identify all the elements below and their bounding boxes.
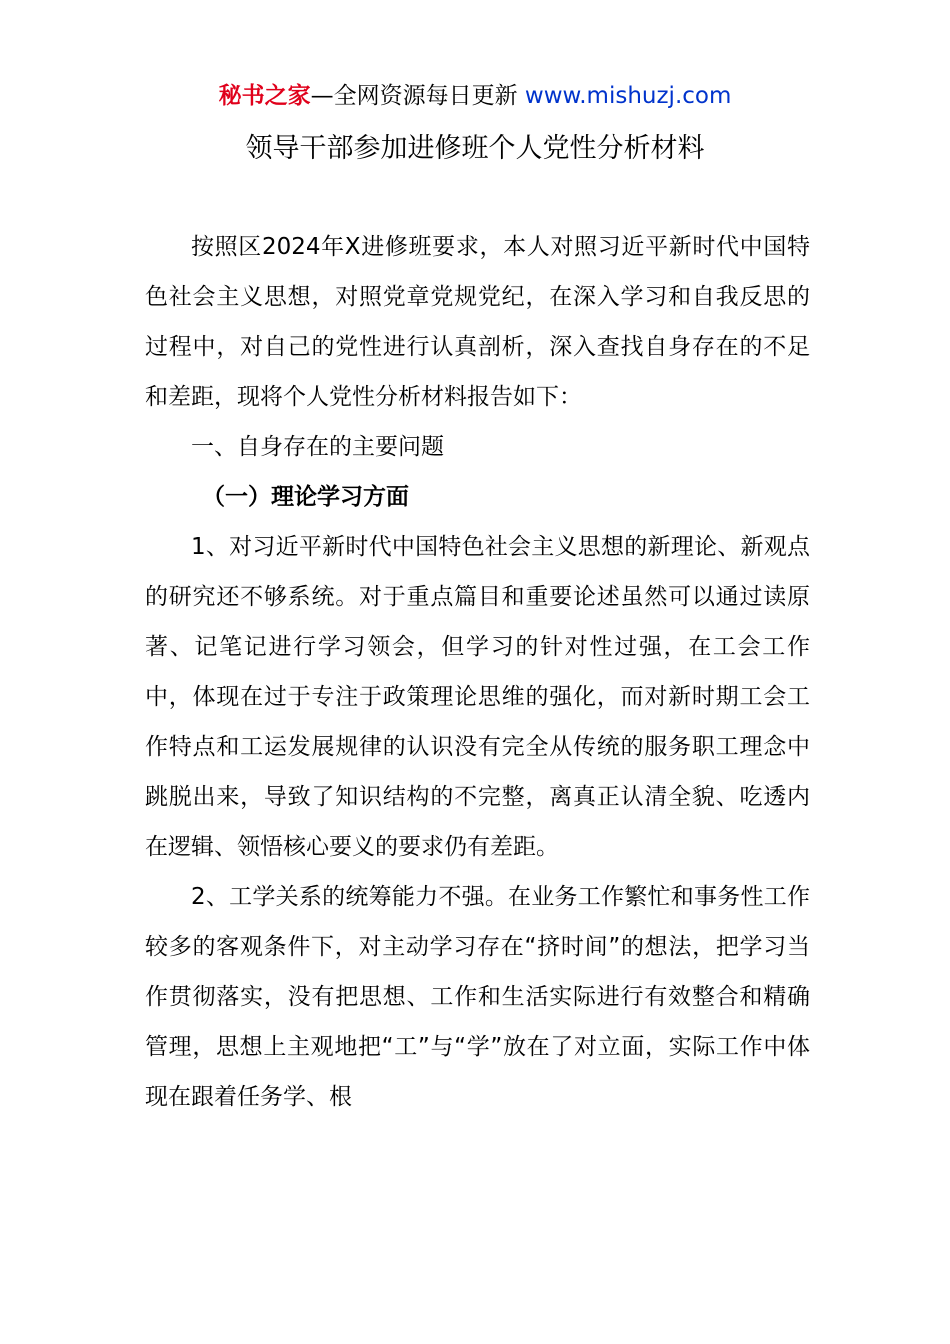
site-brand: 秘书之家 [218, 83, 311, 109]
body-paragraph: 1、对习近平新时代中国特色社会主义思想的新理论、新观点的研究还不够系统。对于重点篇目和重要论述虽然可以通过读原著、记笔记进行学习领会，但学习的针对性过强，在工会工作中，体现在过于专注于政策理论思维的强化，而对新时期工会工作特点和工运发展规律的认识没有完全从传统的服务职工理念中跳脱出来，导致了知识结构的不完整，离真正认清全貌、吃透内在逻辑、领悟核心要义的要求仍有差距。 [145, 534, 810, 860]
document-title: 领导干部参加进修班个人党性分析材料 [245, 133, 705, 164]
body-paragraph: 2、工学关系的统筹能力不强。在业务工作繁忙和事务性工作较多的客观条件下，对主动学习存在“挤时间”的想法，把学习当作贯彻落实，没有把思想、工作和生活实际进行有效整合和精确管理，思想上主观地把“工”与“学”放在了对立面，实际工作中体现在跟着任务学、根 [145, 884, 810, 1110]
site-tagline: —全网资源每日更新 [310, 83, 518, 109]
section-heading: 一、自身存在的主要问题 [191, 434, 444, 460]
intro-paragraph: 按照区2024年X进修班要求，本人对照习近平新时代中国特色社会主义思想，对照党章党规党纪，在深入学习和自我反思的过程中，对自己的党性进行认真剖析，深入查找自身存在的不足和差距，现将个人党性分析材料报告如下： [145, 234, 810, 410]
document-body [145, 222, 810, 1122]
subsection-heading: （一）理论学习方面 [202, 484, 409, 510]
site-header [0, 80, 950, 112]
site-url-link[interactable]: www.mishuzj.com [524, 83, 732, 109]
